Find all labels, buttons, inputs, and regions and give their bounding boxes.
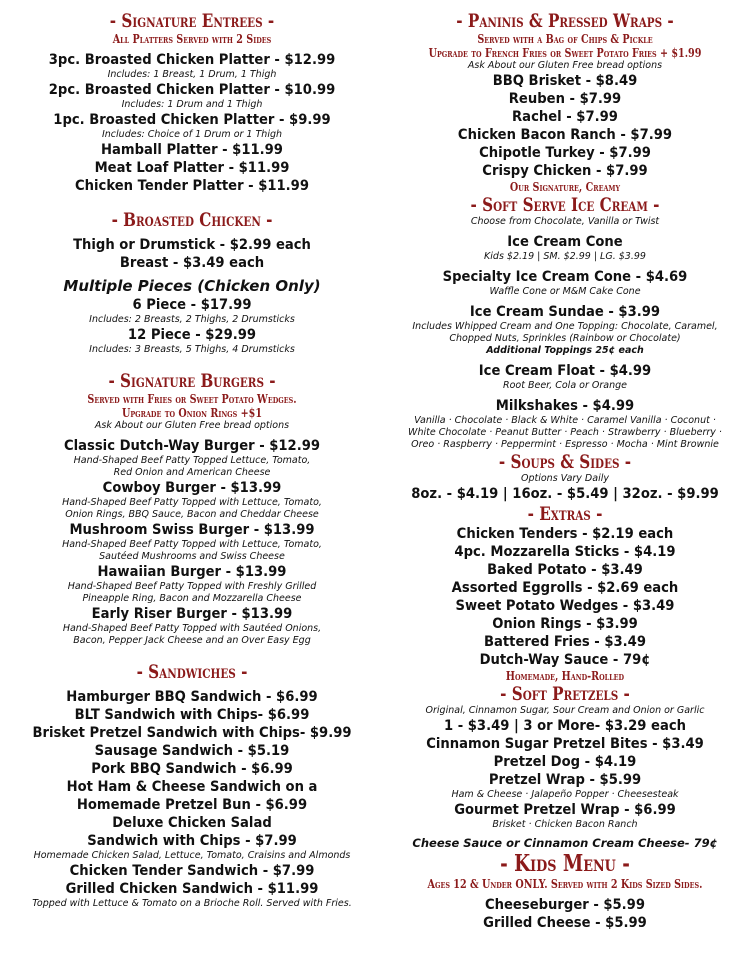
menu-item: Classic Dutch-Way Burger - $12.99 [63, 438, 321, 454]
item-description: Includes: 1 Breast, 1 Drum, 1 Thigh [107, 69, 277, 80]
item-description: Includes: Choice of 1 Drum or 1 Thigh [101, 129, 283, 140]
item-description: Hand-Shaped Beef Patty Topped with Lettuce, Tomato, [62, 539, 322, 550]
item-description: Brisket · Chicken Bacon Ranch [492, 819, 638, 830]
menu-item: Milkshakes - $4.99 [495, 398, 635, 414]
signature-entrees-title: - Signature Entrees - [109, 10, 275, 32]
item-description: Red Onion and American Cheese [113, 467, 271, 478]
pretzel-price-line: 1 - $3.49 | 3 or More- $3.29 each [443, 718, 687, 734]
menu-item: Rachel - $7.99 [512, 109, 618, 125]
pretzels-title: - Soft Pretzels - [500, 683, 630, 705]
paninis-upgrade: Upgrade to French Fries or Sweet Potato Fries + $1.99 [428, 46, 702, 60]
multiple-pieces-header: Multiple Pieces (Chicken Only) [63, 277, 321, 295]
item-description: Oreo · Raspberry · Peppermint · Espresso · Mocha · Mint Brownie [411, 439, 719, 450]
kids-menu-title: - Kids Menu - [500, 850, 630, 877]
soups-note: Options Vary Daily [521, 473, 609, 484]
menu-item-hot-ham-line2: Homemade Pretzel Bun - $6.99 [76, 797, 308, 813]
menu-item: Chipotle Turkey - $7.99 [479, 145, 651, 161]
menu-item-deluxe-line1: Deluxe Chicken Salad [112, 815, 272, 831]
menu-item: BBQ Brisket - $8.49 [492, 73, 638, 89]
menu-item: Brisket Pretzel Sandwich with Chips- $9.99 [32, 725, 352, 741]
soups-title: - Soups & Sides - [498, 451, 632, 473]
paninis-subtitle: Served with a Bag of Chips & Pickle [477, 32, 653, 46]
menu-item: Pork BBQ Sandwich - $6.99 [91, 761, 293, 777]
sandwiches-title: - Sandwiches - [136, 661, 248, 683]
item-description: Hand-Shaped Beef Patty Topped with Sautéed Onions, [62, 623, 322, 634]
extras-title: - Extras - [527, 503, 603, 525]
menu-item: Hamball Platter - $11.99 [101, 142, 283, 158]
item-description: Ham & Cheese · Jalapeño Popper · Cheesesteak [451, 789, 679, 800]
menu-item: Breast - $3.49 each [119, 255, 265, 271]
paninis-title: - Paninis & Pressed Wraps - [456, 10, 674, 32]
menu-item: Cowboy Burger - $13.99 [102, 480, 282, 496]
item-description: Kids $2.19 | SM. $2.99 | LG. $3.99 [484, 251, 646, 262]
signature-entrees-subtitle: All Platters Served with 2 Sides [112, 32, 272, 46]
item-description: Chopped Nuts, Sprinkles (Rainbow or Chocolate) [449, 333, 681, 344]
right-column [384, 10, 746, 932]
menu-item: Pretzel Wrap - $5.99 [488, 772, 642, 788]
soups-prices: 8oz. - $4.19 | 16oz. - $5.49 | 32oz. - $9.99 [411, 486, 719, 502]
item-description: Topped with Lettuce & Tomato on a Brioche Roll. Served with Fries. [32, 898, 352, 909]
menu-item: Early Riser Burger - $13.99 [91, 606, 293, 622]
item-description: Includes: 3 Breasts, 5 Thighs, 4 Drumsticks [89, 344, 295, 355]
menu-item: 12 Piece - $29.99 [127, 327, 257, 343]
item-description: Hand-Shaped Beef Patty Topped Lettuce, Tomato, [73, 455, 311, 466]
menu-item: Specialty Ice Cream Cone - $4.69 [442, 269, 688, 285]
menu-item: Chicken Tender Platter - $11.99 [74, 178, 310, 194]
menu-item: 3pc. Broasted Chicken Platter - $12.99 [48, 52, 336, 68]
signature-burgers-title: - Signature Burgers - [108, 370, 276, 392]
sauce-note: Cheese Sauce or Cinnamon Cream Cheese- 79¢ [412, 836, 718, 850]
menu-item: Gourmet Pretzel Wrap - $6.99 [454, 802, 676, 818]
item-description: Root Beer, Cola or Orange [502, 380, 628, 391]
menu-item: Battered Fries - $3.49 [483, 634, 647, 650]
item-description: Homemade Chicken Salad, Lettuce, Tomato, Craisins and Almonds [33, 850, 351, 861]
menu-item: Baked Potato - $3.49 [487, 562, 643, 578]
menu-item: 2pc. Broasted Chicken Platter - $10.99 [48, 82, 336, 98]
pretzels-pretitle: Homemade, Hand-Rolled [505, 669, 625, 683]
gluten-free-note: Ask About our Gluten Free bread options [467, 60, 663, 71]
item-description: Includes: 2 Breasts, 2 Thighs, 2 Drumsticks [89, 314, 295, 325]
menu-item: Grilled Cheese - $5.99 [483, 915, 647, 931]
menu-item: Ice Cream Cone [507, 234, 623, 250]
item-description: Hand-Shaped Beef Patty Topped with Freshly Grilled [67, 581, 317, 592]
menu-item: Sweet Potato Wedges - $3.49 [455, 598, 675, 614]
item-description: Onion Rings, BBQ Sauce, Bacon and Cheddar Cheese [65, 509, 319, 520]
menu-item: Meat Loaf Platter - $11.99 [94, 160, 290, 176]
item-description: Sautéed Mushrooms and Swiss Cheese [99, 551, 285, 562]
menu-item: Mushroom Swiss Burger - $13.99 [69, 522, 315, 538]
menu-item: Pretzel Dog - $4.19 [493, 754, 637, 770]
menu-item: Grilled Chicken Sandwich - $11.99 [65, 881, 319, 897]
menu-item: Hamburger BBQ Sandwich - $6.99 [66, 689, 318, 705]
item-description: Includes: 1 Drum and 1 Thigh [121, 99, 263, 110]
item-description: White Chocolate · Peanut Butter · Peach · Strawberry · Blueberry · [408, 427, 722, 438]
menu-item: Reuben - $7.99 [508, 91, 622, 107]
menu-item: 6 Piece - $17.99 [132, 297, 252, 313]
kids-menu-subtitle: Ages 12 & Under ONLY. Served with 2 Kids Sized Sides. [427, 877, 703, 891]
item-description: Waffle Cone or M&M Cake Cone [489, 286, 641, 297]
menu-item-deluxe-line2: Sandwich with Chips - $7.99 [87, 833, 297, 849]
signature-burgers-upgrade: Upgrade to Onion Rings +$1 [121, 406, 262, 420]
menu-item: Thigh or Drumstick - $2.99 each [73, 237, 311, 253]
menu-item: Cheeseburger - $5.99 [484, 897, 646, 913]
menu-item: Onion Rings - $3.99 [492, 616, 638, 632]
ice-cream-pretitle: Our Signature, Creamy [509, 180, 621, 194]
menu-item: Ice Cream Sundae - $3.99 [469, 304, 661, 320]
menu-item: Chicken Tenders - $2.19 each [456, 526, 674, 542]
ice-cream-title: - Soft Serve Ice Cream - [470, 194, 660, 216]
menu-item: Ice Cream Float - $4.99 [478, 363, 652, 379]
menu-item: BLT Sandwich with Chips- $6.99 [74, 707, 310, 723]
item-description: Pineapple Ring, Bacon and Mozzarella Cheese [82, 593, 302, 604]
menu-item: Chicken Bacon Ranch - $7.99 [457, 127, 673, 143]
item-description: Bacon, Pepper Jack Cheese and an Over Easy Egg [73, 635, 311, 646]
broasted-chicken-title: - Broasted Chicken - [111, 209, 273, 231]
gluten-free-note: Ask About our Gluten Free bread options [94, 420, 290, 431]
menu-item-hot-ham-line1: Hot Ham & Cheese Sandwich on a [66, 779, 318, 795]
ice-cream-note: Choose from Chocolate, Vanilla or Twist [470, 216, 660, 227]
menu-item: 4pc. Mozzarella Sticks - $4.19 [454, 544, 676, 560]
menu-item: Dutch-Way Sauce - 79¢ [479, 652, 651, 668]
menu-item: 1pc. Broasted Chicken Platter - $9.99 [53, 112, 331, 128]
menu-item: Assorted Eggrolls - $2.69 each [451, 580, 679, 596]
menu-item: Hawaiian Burger - $13.99 [97, 564, 287, 580]
pretzels-note: Original, Cinnamon Sugar, Sour Cream and Onion or Garlic [425, 705, 705, 716]
left-column [8, 10, 376, 910]
menu-item: Chicken Tender Sandwich - $7.99 [69, 863, 315, 879]
signature-burgers-subtitle: Served with Fries or Sweet Potato Wedges. [87, 392, 297, 406]
menu-item: Crispy Chicken - $7.99 [482, 163, 648, 179]
item-description: Hand-Shaped Beef Patty Topped with Lettuce, Tomato, [62, 497, 322, 508]
item-description: Includes Whipped Cream and One Topping: Chocolate, Caramel, [412, 321, 718, 332]
item-description: Vanilla · Chocolate · Black & White · Caramel Vanilla · Coconut · [414, 415, 716, 426]
additional-toppings-note: Additional Toppings 25¢ each [486, 345, 644, 356]
menu-item: Cinnamon Sugar Pretzel Bites - $3.49 [426, 736, 704, 752]
menu-item: Sausage Sandwich - $5.19 [94, 743, 290, 759]
